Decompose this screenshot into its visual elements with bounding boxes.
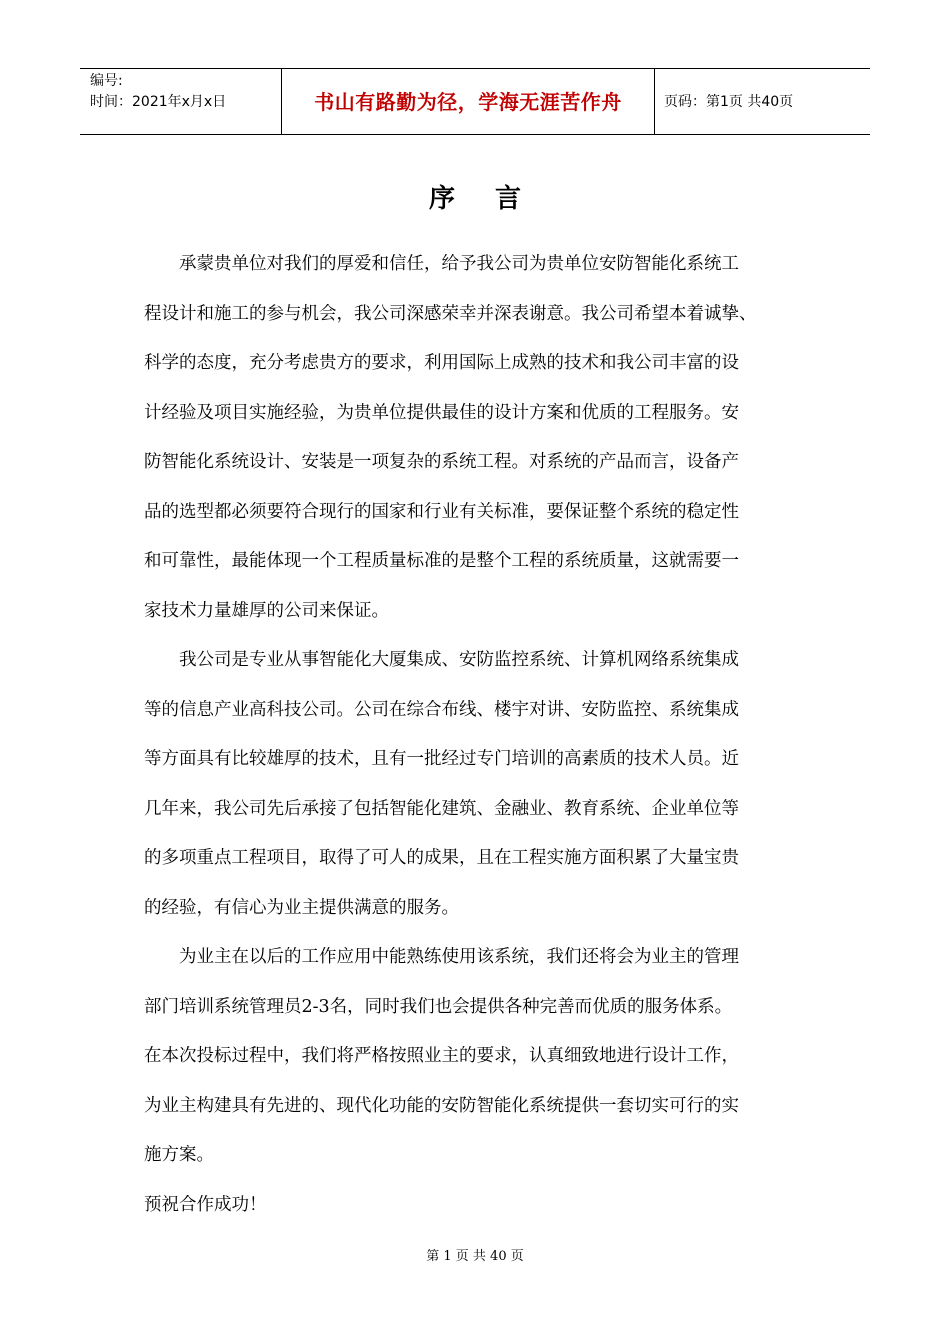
- header-divider: [654, 69, 655, 134]
- body-line: 承蒙贵单位对我们的厚爱和信任，给予我公司为贵单位安防智能化系统工: [179, 254, 739, 274]
- document-title: 序言: [428, 184, 561, 214]
- body-line: 几年来，我公司先后承接了包括智能化建筑、金融业、教育系统、企业单位等: [144, 798, 739, 819]
- page-footer: 第 1 页 共 40 页: [426, 1249, 524, 1264]
- body-line: 等的信息产业高科技公司。公司在综合布线、楼宇对讲、安防监控、系统集成: [144, 699, 739, 720]
- body-line: 科学的态度，充分考虑贵方的要求，利用国际上成熟的技术和我公司丰富的设: [144, 353, 739, 373]
- body-line: 品的选型都必须要符合现行的国家和行业有关标准，要保证整个系统的稳定性: [144, 501, 739, 522]
- body-line: 为业主在以后的工作应用中能熟练使用该系统，我们还将会为业主的管理: [179, 947, 739, 967]
- body-line: 施方案。: [144, 1145, 214, 1165]
- body-line: 的经验，有信心为业主提供满意的服务。: [144, 897, 459, 918]
- body-line: 为业主构建具有先进的、现代化功能的安防智能化系统提供一套切实可行的实: [144, 1095, 739, 1116]
- document-body: [144, 240, 810, 1230]
- body-line: 在本次投标过程中，我们将严格按照业主的要求，认真细致地进行设计工作，: [144, 1046, 739, 1066]
- body-line: 和可靠性，最能体现一个工程质量标准的是整个工程的系统质量，这就需要一: [144, 551, 739, 571]
- header-page-info: 页码：第1页 共40页: [664, 94, 794, 110]
- body-line: 部门培训系统管理员2-3名，同时我们也会提供各种完善而优质的服务体系。: [144, 996, 733, 1017]
- body-line: 我公司是专业从事智能化大厦集成、安防监控系统、计算机网络系统集成: [179, 650, 739, 670]
- body-line: 程设计和施工的参与机会，我公司深感荣幸并深表谢意。我公司希望本着诚挚、: [144, 303, 757, 324]
- header-meta: [90, 71, 226, 113]
- header-motto: 书山有路勤为径，学海无涯苦作舟: [314, 90, 622, 114]
- body-line: 等方面具有比较雄厚的技术，且有一批经过专门培训的高素质的技术人员。近: [144, 749, 739, 769]
- page-header: [80, 68, 870, 135]
- number-label: 编号:: [90, 73, 123, 89]
- body-line: 的多项重点工程项目，取得了可人的成果，且在工程实施方面积累了大量宝贵: [144, 848, 739, 868]
- body-line: 预祝合作成功！: [144, 1194, 267, 1215]
- body-line: 家技术力量雄厚的公司来保证。: [144, 600, 389, 621]
- time-label: 时间：2021年x月x日: [90, 94, 227, 110]
- body-line: 计经验及项目实施经验，为贵单位提供最佳的设计方案和优质的工程服务。安: [144, 402, 739, 423]
- body-line: 防智能化系统设计、安装是一项复杂的系统工程。对系统的产品而言，设备产: [144, 452, 739, 472]
